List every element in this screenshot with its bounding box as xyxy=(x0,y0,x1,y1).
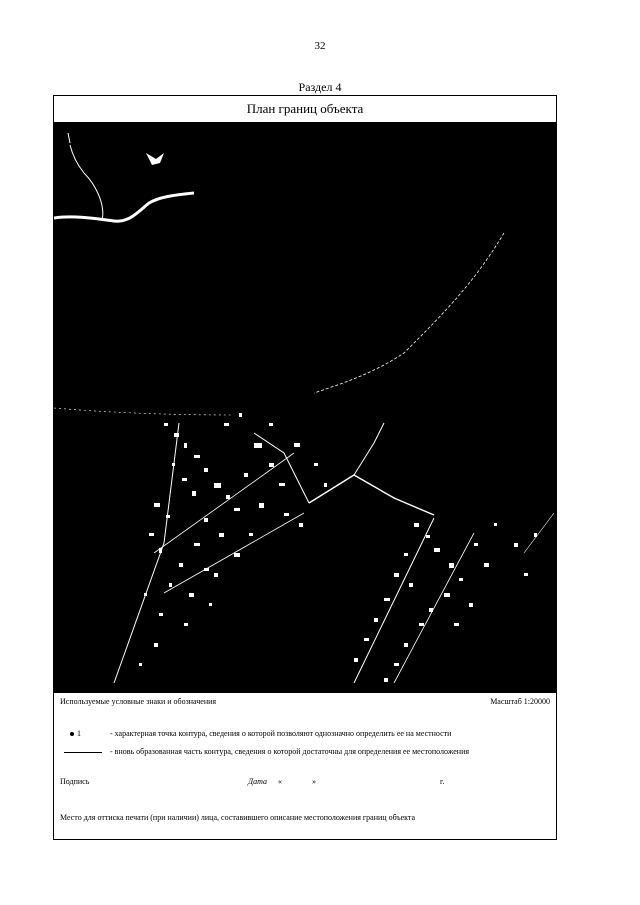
date-quote-open: « xyxy=(278,777,282,786)
signature-label: Подпись xyxy=(60,777,90,786)
plan-title: План границ объекта xyxy=(54,96,556,123)
line-icon xyxy=(64,752,102,753)
date-year-suffix: г. xyxy=(440,777,445,786)
section-title: Раздел 4 xyxy=(298,80,342,94)
date-quote-close: » xyxy=(312,777,316,786)
map-scale: Масштаб 1:20000 xyxy=(490,697,550,706)
plan-frame xyxy=(53,95,557,840)
legend-point-text: - характерная точка контура, сведения о которой позволяют однозначно определить ее на местности xyxy=(110,729,452,738)
map-image xyxy=(54,123,556,693)
legend-heading: Используемые условные знаки и обозначения xyxy=(60,697,217,706)
dot-icon xyxy=(70,732,74,736)
point-symbol: 1 xyxy=(60,729,104,738)
legend-line-text: - вновь образованная часть контура, сведения о которой достаточны для определения ее местоположения xyxy=(110,747,470,756)
stamp-text: Место для оттиска печати (при наличии) лица, составившего описание местоположения границ объекта xyxy=(60,813,416,822)
page-number: 32 xyxy=(314,40,326,52)
date-label: Дата xyxy=(248,777,267,786)
boundary-map xyxy=(54,123,556,693)
